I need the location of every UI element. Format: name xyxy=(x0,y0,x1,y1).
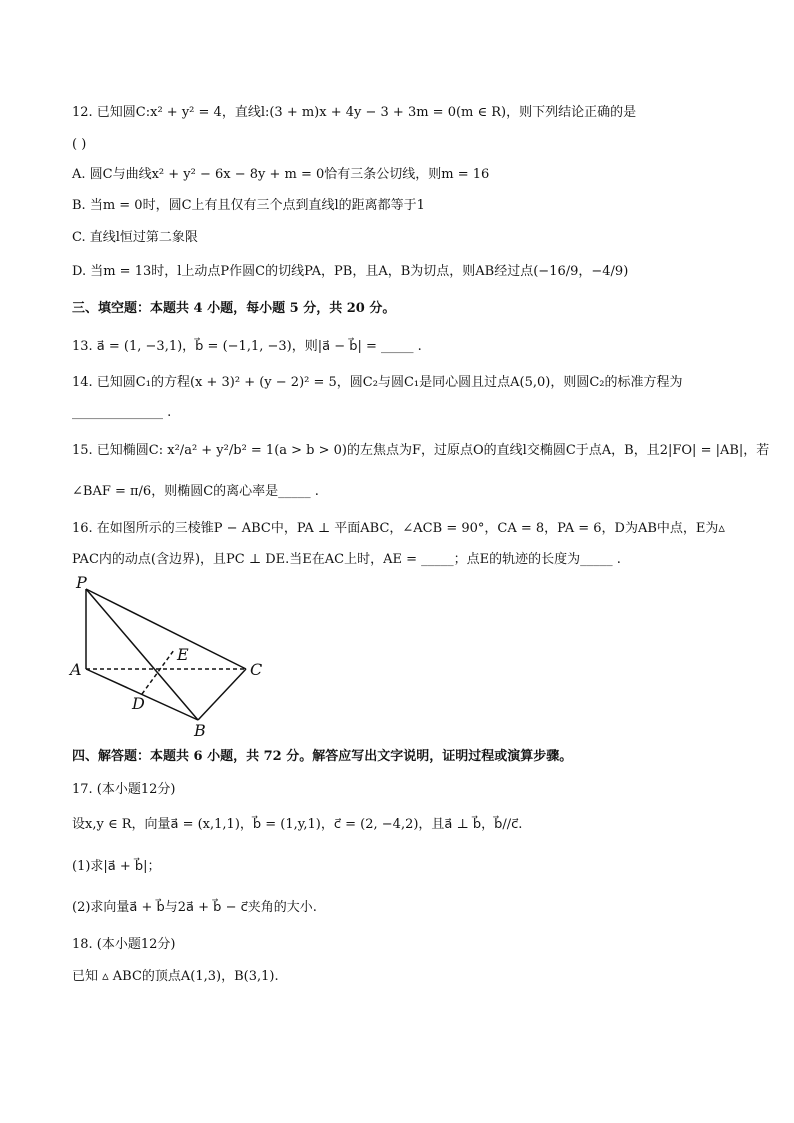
label-P: P xyxy=(76,574,87,592)
question-17-part-2: (2)求向量a⃗ + b⃗与2a⃗ + b⃗ − c⃗夹角的大小. xyxy=(72,900,317,915)
label-B: B xyxy=(194,721,206,740)
section-4-heading: 四、解答题：本题共 6 小题，共 72 分。解答应写出文字说明，证明过程或演算步骤。 xyxy=(72,749,573,764)
edge-BC xyxy=(198,669,246,720)
question-16: 16. 在如图所示的三棱锥P − ABC中，PA ⊥ 平面ABC，∠ACB = 90°，CA = 8，PA = 6，D为AB中点，E为▵ xyxy=(72,521,725,536)
label-D: D xyxy=(132,694,145,713)
question-17: 17. (本小题12分) xyxy=(72,782,176,797)
question-17-body: 设x,y ∈ R，向量a⃗ = (x,1,1)，b⃗ = (1,y,1)，c⃗ = (2, −4,2)，且a⃗ ⊥ b⃗，b⃗//c⃗. xyxy=(72,817,523,832)
question-17-part-1: (1)求|a⃗ + b⃗|； xyxy=(72,859,161,874)
question-14: 14. 已知圆C₁的方程(x + 3)² + (y − 2)² = 5，圆C₂与圆C₁是同心圆且过点A(5,0)，则圆C₂的标准方程为 xyxy=(72,375,683,390)
section-3-heading: 三、填空题：本题共 4 小题，每小题 5 分，共 20 分。 xyxy=(72,301,396,316)
question-16-cont: PAC内的动点(含边界)，且PC ⊥ DE.当E在AC上时，AE = _____；点E的轨迹的长度为_____ . xyxy=(72,552,621,567)
label-C: C xyxy=(250,660,263,679)
question-14-blank: ______________ . xyxy=(72,405,172,420)
edge-PC xyxy=(86,589,246,669)
q12-option-a: A. 圆C与曲线x² + y² − 6x − 8y + m = 0恰有三条公切线，则m = 16 xyxy=(72,167,490,182)
question-15-cont: ∠BAF = π/6，则椭圆C的离心率是_____ . xyxy=(72,484,319,499)
tetrahedron-figure xyxy=(68,574,268,740)
q12-answer-paren: ( ) xyxy=(72,137,87,152)
q12-option-d: D. 当m = 13时，l上动点P作圆C的切线PA，PB，且A，B为切点，则AB经过点(−16/9，−4/9) xyxy=(72,264,629,279)
q12-stem: 12. 已知圆C:x² + y² = 4，直线l:(3 + m)x + 4y − 3 + 3m = 0(m ∈ R)，则下列结论正确的是 xyxy=(72,105,637,120)
question-13: 13. a⃗ = (1, −3,1)，b⃗ = (−1,1, −3)，则|a⃗ − b⃗| = _____ . xyxy=(72,339,422,354)
label-A: A xyxy=(70,660,82,679)
question-15: 15. 已知椭圆C: x²/a² + y²/b² = 1(a > b > 0)的左焦点为F，过原点O的直线l交椭圆C于点A，B，且2|FO| = |AB|，若 xyxy=(72,443,770,458)
question-18: 18. (本小题12分) xyxy=(72,937,176,952)
label-E: E xyxy=(177,645,189,664)
q12-option-b: B. 当m = 0时，圆C上有且仅有三个点到直线l的距离都等于1 xyxy=(72,198,425,213)
question-18-body: 已知 ▵ ABC的顶点A(1,3)，B(3,1). xyxy=(72,969,279,984)
q12-option-c: C. 直线l恒过第二象限 xyxy=(72,230,198,245)
